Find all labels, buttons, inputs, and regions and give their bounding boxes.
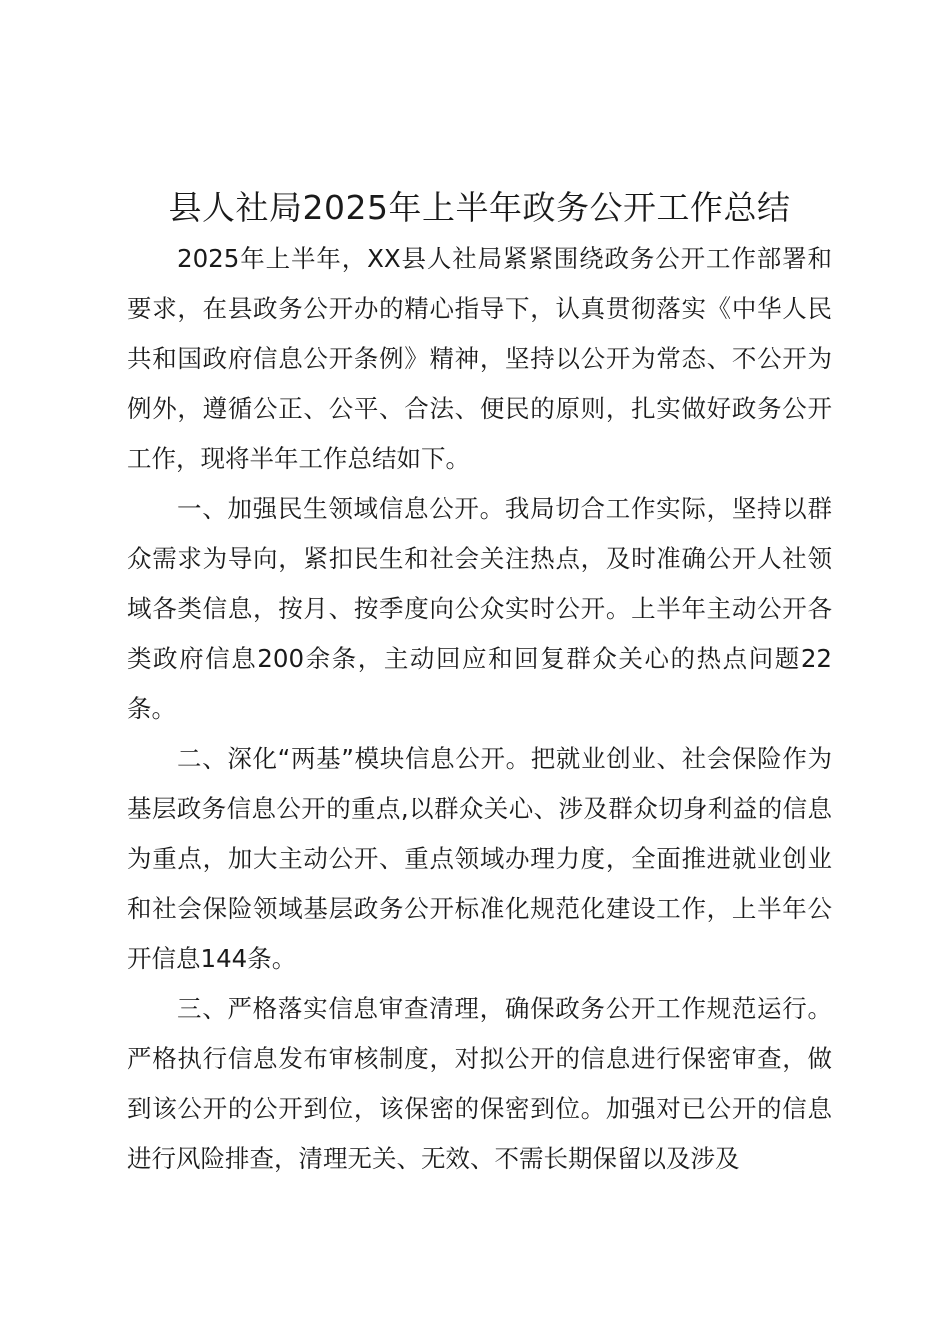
document-title: 县人社局2025年上半年政务公开工作总结 [168, 188, 791, 227]
paragraph-section-2: 二、深化“两基”模块信息公开。把就业创业、社会保险作为基层政务信息公开的重点,以群众关心、涉及群众切身利益的信息为重点，加大主动公开、重点领域办理力度，全面推进就业创业和社会保险领域基层政务公开标准化规范化建设工作，上半年公开信息144条。 [127, 744, 832, 973]
paragraph-section-3: 三、严格落实信息审查清理，确保政务公开工作规范运行。严格执行信息发布审核制度，对拟公开的信息进行保密审查，做到该公开的公开到位，该保密的保密到位。加强对已公开的信息进行风险排查，清理无关、无效、不需长期保留以及涉及 [127, 994, 832, 1173]
document-body [127, 182, 832, 1184]
paragraph-intro: 2025年上半年，XX县人社局紧紧围绕政务公开工作部署和要求，在县政务公开办的精心指导下，认真贯彻落实《中华人民共和国政府信息公开条例》精神，坚持以公开为常态、不公开为例外，遵循公正、公平、合法、便民的原则，扎实做好政务公开工作，现将半年工作总结如下。 [127, 244, 832, 473]
paragraph-section-1: 一、加强民生领域信息公开。我局切合工作实际，坚持以群众需求为导向，紧扣民生和社会关注热点，及时准确公开人社领域各类信息，按月、按季度向公众实时公开。上半年主动公开各类政府信息200余条，主动回应和回复群众关心的热点问题22条。 [127, 494, 832, 723]
